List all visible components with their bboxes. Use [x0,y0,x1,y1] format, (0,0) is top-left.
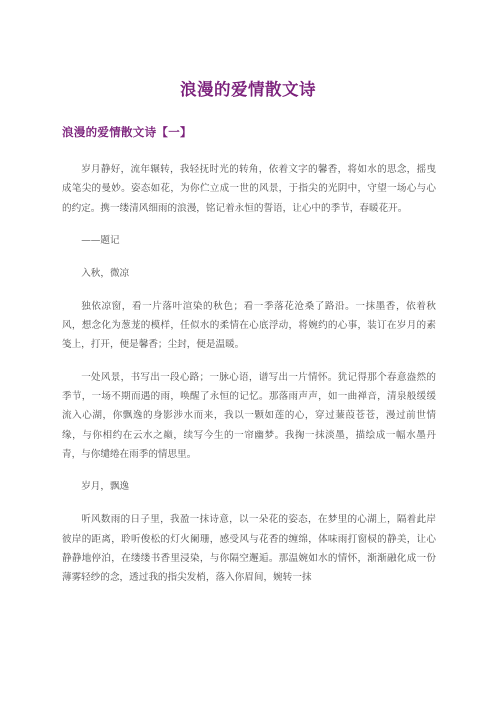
epigraph-attribution: ——题记 [81,235,120,247]
paragraph: 独依凉窗，看一片落叶渲染的秋色；看一季落花沧桑了路沿。一抹墨香，依着秋风，想念化为葱茏的模样，任似水的柔情在心底浮动，将婉约的心事，装订在岁月的素笺上，打开，便是馨香；尘封，便是温暖。 [62,300,436,351]
paragraph: 听风数雨的日子里，我盈一抹诗意，以一朵花的姿态，在梦里的心湖上，隔着此岸彼岸的距离，聆听俊松的灯火阑珊，感受风与花香的缠绵，体味雨打窗棂的静美，让心静静地停泊，在缕缕书香里浸染，与你隔空邂逅。那温婉如水的情怀，渐渐融化成一份薄雾轻纱的念，透过我的指尖发梢，落入你眉间，婉转一抹 [62,514,436,584]
subheading-paragraph: 入秋，微凉 [81,267,130,279]
document-body [62,160,436,601]
document-title: 浪漫的爱情散文诗 [180,80,316,99]
paragraph: 一处风景，书写出一段心路；一脉心语，谱写出一片情怀。犹记得那个春意盎然的季节，一场不期而遇的雨，唤醒了永恒的记忆。那落雨声声，如一曲禅音，清泉般缓缓流入心湖，你飘逸的身影涉水而来，我以一颗如莲的心，穿过蒹葭苍苍，漫过前世情缘，与你相约在云水之巅，续写今生的一帘幽梦。我掬一抹淡墨，描绘成一幅水墨丹青，与你缱绻在雨季的情思里。 [62,371,436,461]
section-heading: 浪漫的爱情散文诗【一】 [62,125,192,139]
subheading-paragraph: 岁月，飘逸 [81,481,130,493]
paragraph: 岁月静好，流年辗转，我轻抚时光的转角，依着文字的馨香，将如水的思念，摇曳成笔尖的曼妙。姿态如花，为你伫立成一世的风景，于指尖的光阴中，守望一场心与心的约定。携一缕清风细雨的浪漫，铭记着永恒的誓语，让心中的季节，春暖花开。 [62,164,436,214]
